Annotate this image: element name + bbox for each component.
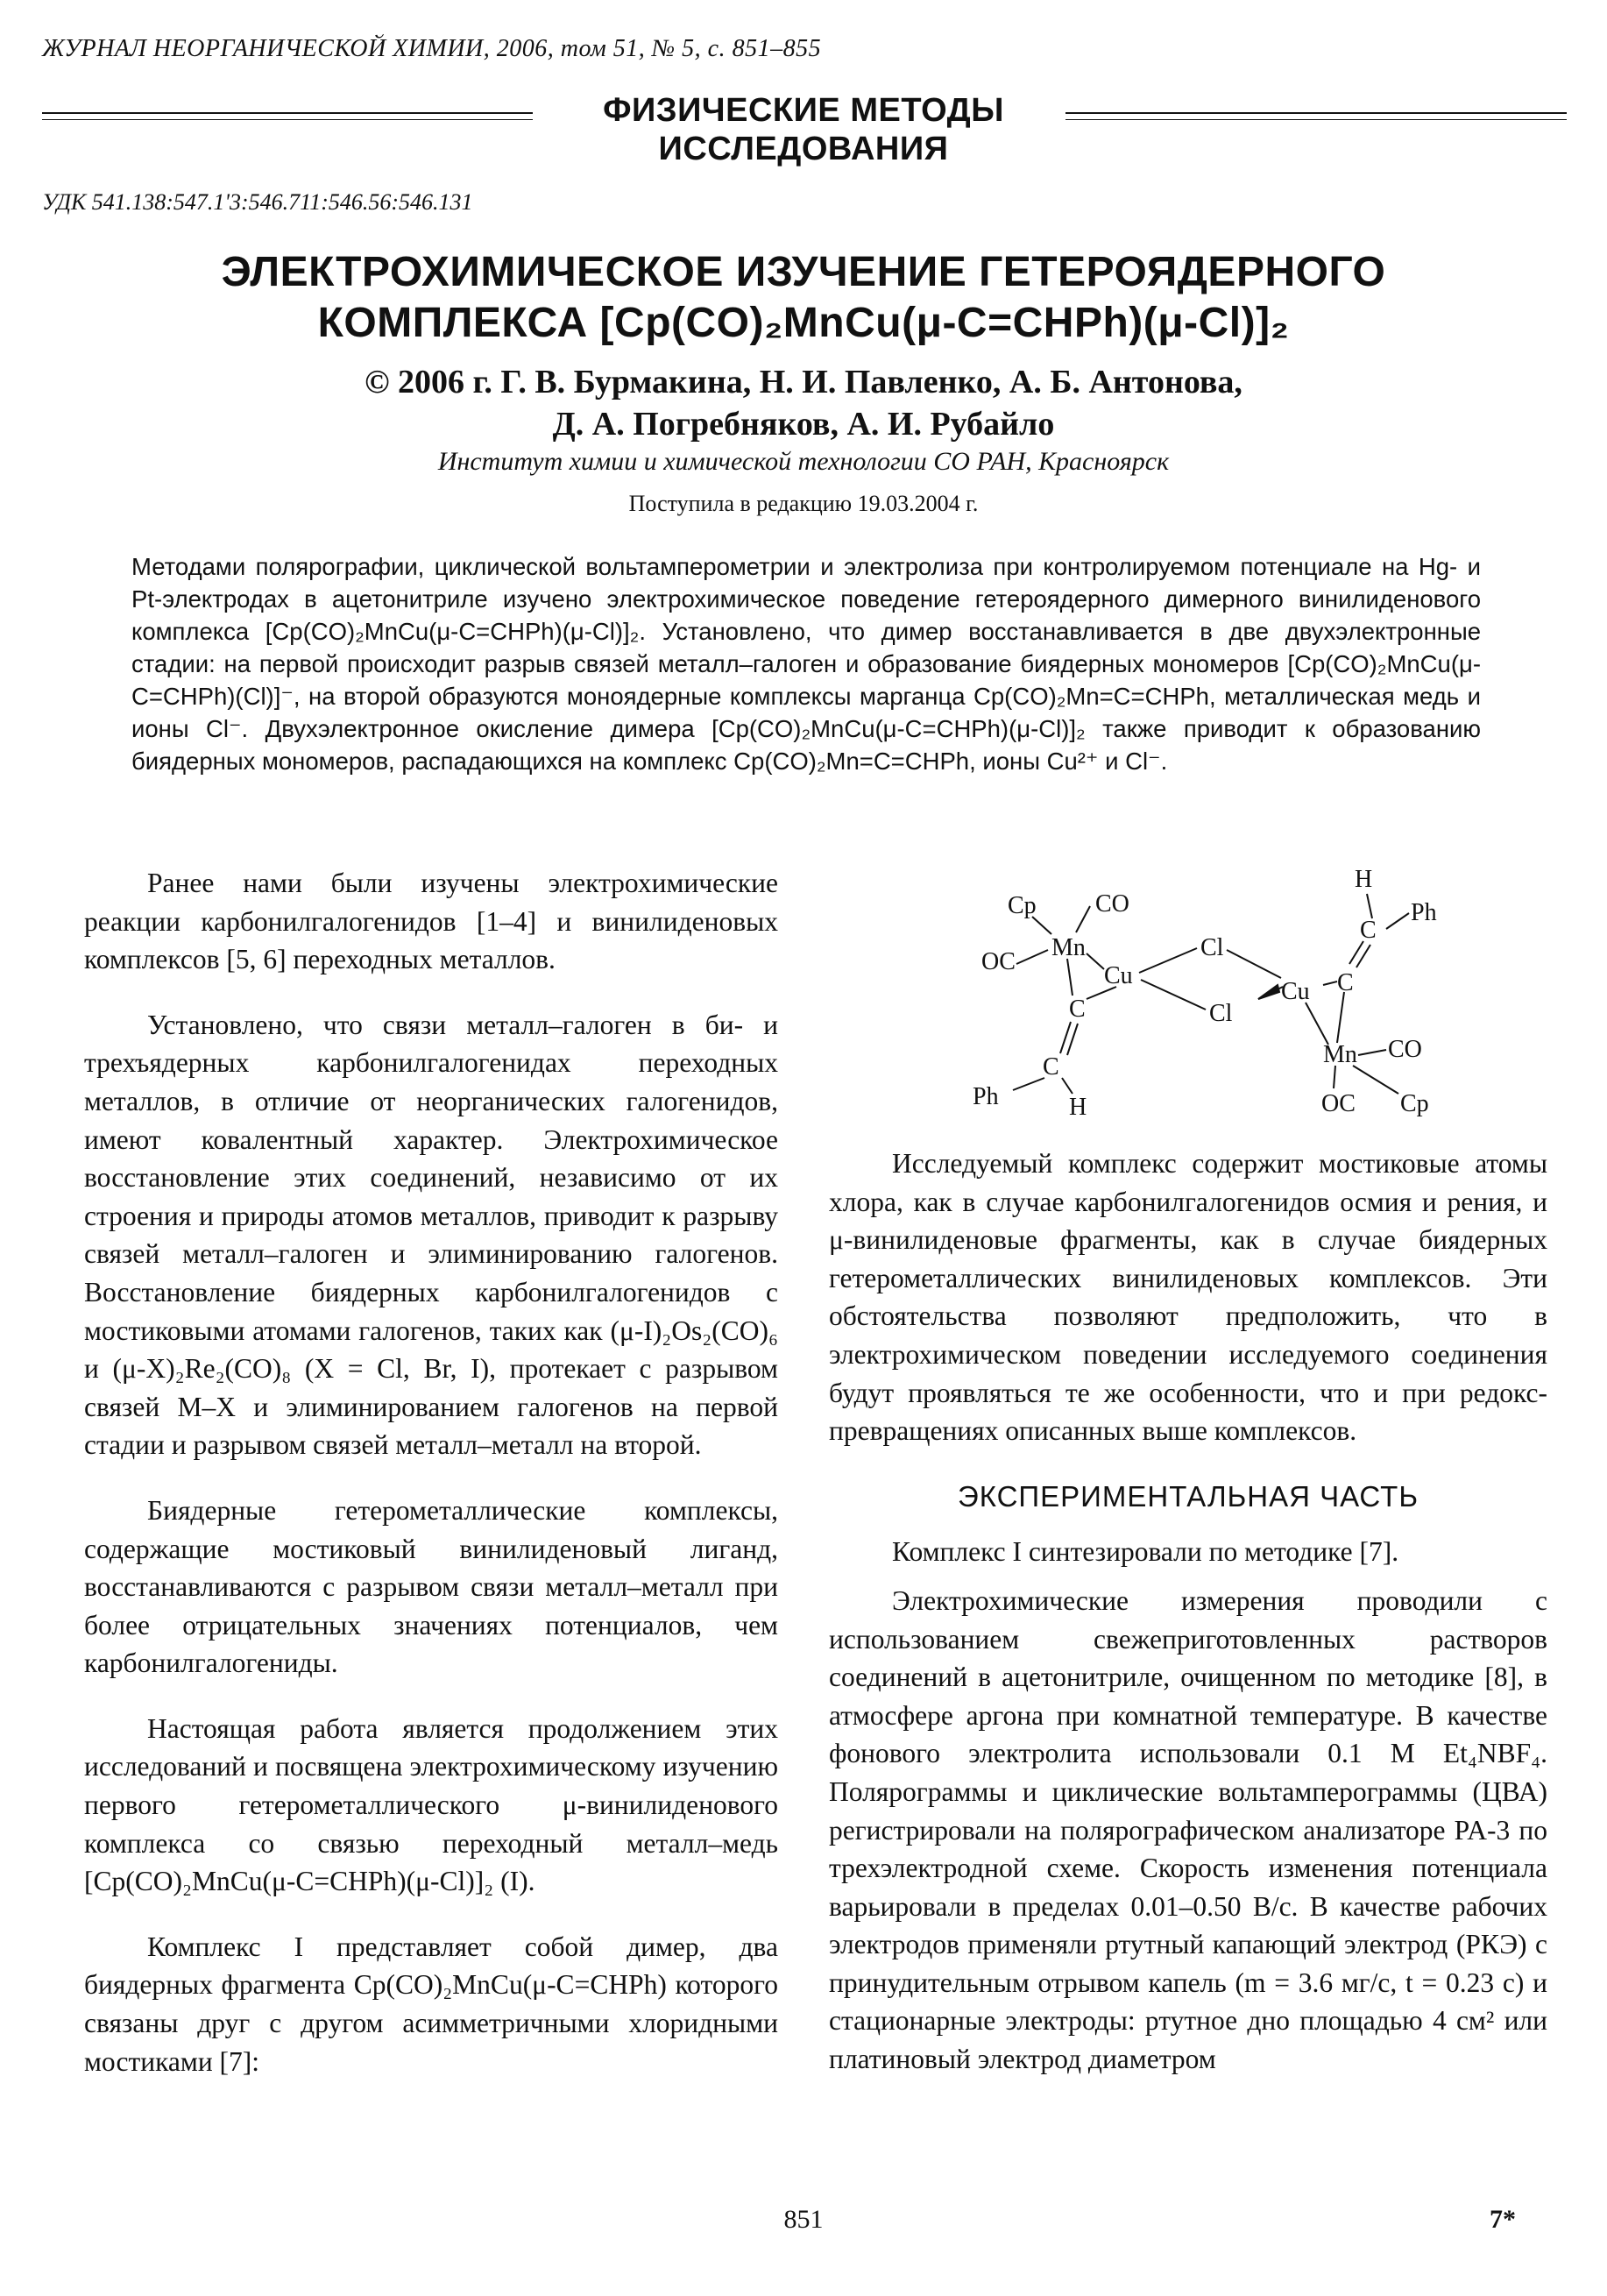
struct-label-co-left: CO [1095, 890, 1129, 918]
left-paragraph-1: Ранее нами были изучены электрохимические реакции карбонилгалогенидов [1–4] и винилиденовых комплексов [5, 6] переходных металлов. [84, 868, 778, 975]
experimental-section-title: ЭКСПЕРИМЕНТАЛЬНАЯ ЧАСТЬ [958, 1479, 1419, 1513]
struct-label-cu-left: Cu [1104, 962, 1133, 989]
struct-label-ph-left: Ph [973, 1083, 999, 1110]
struct-label-cl-bottom: Cl [1209, 1000, 1233, 1027]
left-paragraph-2: Установлено, что связи металл–галоген в би- и трехъядерных карбонилгалогенидах переходных металлов, в отличие от неорганических галогенидов, имеют ковалентный характер. Электрохимическое восстановление этих соединений, независимо от их строения и природы атомов металлов, приводит к разрыву связей металл–галоген и элиминированию галогенов. Восстановление биядерных карбонилгалогенидов с мостиковыми атомами галогенов, таких как (μ-I)₂Os₂(CO)₆ и (μ-X)₂Re₂(CO)₈ (X = Cl, Br, I), протекает с разрывом связей M–X и элиминированием галогенов на первой стадии и разрывом связей металл–металл на второй. [84, 1009, 778, 1461]
authors-line1: © 2006 г. Г. В. Бурмакина, Н. И. Павленко, А. Б. Антонова, [365, 364, 1242, 400]
journal-citation: ЖУРНАЛ НЕОРГАНИЧЕСКОЙ ХИМИИ, 2006, том 51, № 5, с. 851–855 [42, 35, 822, 62]
article-title-line1: ЭЛЕКТРОХИМИЧЕСКОЕ ИЗУЧЕНИЕ ГЕТЕРОЯДЕРНОГО [221, 249, 1386, 295]
struct-label-c-right-alpha: C [1337, 969, 1354, 996]
right-paragraph-1: Исследуемый комплекс содержит мостиковые атомы хлора, как в случае карбонилгалогенидов осмия и рения, и μ-винилиденовые фрагменты, как в случае биядерных гетерометаллических винилиденовых комплексов. Эти обстоятельства позволяют предположить, что в электрохимическом поведении исследуемого соединения будут проявляться те же особенности, что и при редокс-превращениях описанных выше комплексов. [829, 1148, 1547, 1447]
struct-label-mn-left: Mn [1051, 934, 1086, 961]
struct-label-cl-top: Cl [1200, 934, 1224, 961]
struct-label-c-left-alpha: C [1069, 996, 1086, 1023]
right-column [829, 1144, 1547, 2079]
struct-label-c-left-beta: C [1043, 1053, 1059, 1081]
abstract: Методами полярографии, циклической вольтамперометрии и электролиза при контролируемом потенциале на Hg- и Pt-электродах в ацетонитриле изучено электрохимическое поведение гетероядерного димерного винилиденового комплекса [Cp(CO)₂MnCu(μ-C=CHPh)(μ-Cl)]₂. Установлено, что димер восстанавливается в две двухэлектронные стадии: на первой происходит разрыв связей металл–галоген и образование биядерных мономеров [Cp(CO)₂MnCu(μ-C=CHPh)(Cl)]⁻, на второй образуются моноядерные комплексы марганца Cp(CO)₂Mn=C=CHPh, металлическая медь и ионы Cl⁻. Двухэлектронное окисление димера [Cp(CO)₂MnCu(μ-C=CHPh)(μ-Cl)]₂ также приводит к образованию биядерных мономеров, распадающихся на комплекс Cp(CO)₂Mn=C=CHPh, ионы Cu²⁺ и Cl⁻. [131, 553, 1481, 775]
page-number: 851 [783, 2205, 824, 2234]
article-title [0, 247, 1607, 349]
struct-label-c-right-beta: C [1360, 917, 1377, 944]
section-heading-line1: ФИЗИЧЕСКИЕ МЕТОДЫ [603, 92, 1004, 129]
authors [0, 361, 1607, 445]
section-heading-line2: ИССЛЕДОВАНИЯ [658, 131, 949, 167]
article-title-line2: КОМПЛЕКСА [Cp(CO)₂MnCu(μ-C=CHPh)(μ-Cl)]₂ [317, 300, 1290, 346]
struct-label-h-left: H [1069, 1094, 1087, 1121]
struct-label-oc-right: OC [1321, 1090, 1356, 1117]
left-column [84, 864, 778, 2080]
struct-label-ph-right: Ph [1411, 899, 1437, 926]
struct-label-co-right: CO [1388, 1036, 1422, 1063]
signature-mark: 7* [1490, 2205, 1516, 2234]
institute: Институт химии и химической технологии СО РАН, Красноярск [437, 447, 1170, 476]
udk-code: УДК 541.138:547.1'3:546.711:546.56:546.131 [42, 189, 473, 215]
section-heading [0, 91, 1607, 168]
struct-label-h-right: H [1355, 868, 1373, 893]
right-paragraph-2: Комплекс I синтезировали по методике [7]. [892, 1536, 1399, 1568]
chemical-structure-diagram [929, 868, 1490, 1122]
left-paragraph-5: Комплекс I представляет собой димер, два биядерных фрагмента Cp(CO)₂MnCu(μ-C=CHPh) которого связаны друг с другом асимметричными хлоридными мостиками [7]: [84, 1931, 778, 2077]
authors-line2: Д. А. Погребняков, А. И. Рубайло [552, 406, 1055, 443]
struct-label-mn-right: Mn [1323, 1041, 1357, 1068]
received-date: Поступила в редакцию 19.03.2004 г. [628, 491, 979, 516]
left-paragraph-4: Настоящая работа является продолжением этих исследований и посвящена электрохимическому изучению первого гетерометаллического μ-винилиденового комплекса со связью переходный металл–медь [Cp(CO)₂MnCu(μ-C=CHPh)(μ-Cl)]₂ (I). [84, 1712, 778, 1897]
struct-label-cu-right: Cu [1281, 978, 1310, 1005]
left-paragraph-3: Биядерные гетерометаллические комплексы, содержащие мостиковый винилиденовый лиганд, восстанавливаются с разрывом связи металл–металл при более отрицательных значениях потенциалов, чем карбонилгалогениды. [84, 1494, 778, 1679]
struct-label-cp-left: Cp [1008, 892, 1037, 919]
struct-label-cp-right: Cp [1400, 1090, 1429, 1117]
struct-label-oc-left: OC [981, 948, 1016, 975]
right-paragraph-3: Электрохимические измерения проводили с использованием свежеприготовленных растворов соединений в ацетонитриле, очищенном по методике [8], в атмосфере аргона при комнатной температуре. В качестве фонового электролита использовали 0.1 М Et₄NBF₄. Полярограммы и циклические вольтамперограммы (ЦВА) регистрировали на полярографическом анализаторе PA-3 по трехэлектродной схеме. Скорость изменения потенциала варьировали в пределах 0.01–0.50 В/с. В качестве рабочих электродов применяли ртутный капающий электрод (РКЭ) с принудительным отрывом капель (m = 3.6 мг/с, t = 0.23 с) и стационарные электроды: ртутное дно площадью 4 см² или платиновый электрод диаметром [829, 1584, 1547, 2075]
